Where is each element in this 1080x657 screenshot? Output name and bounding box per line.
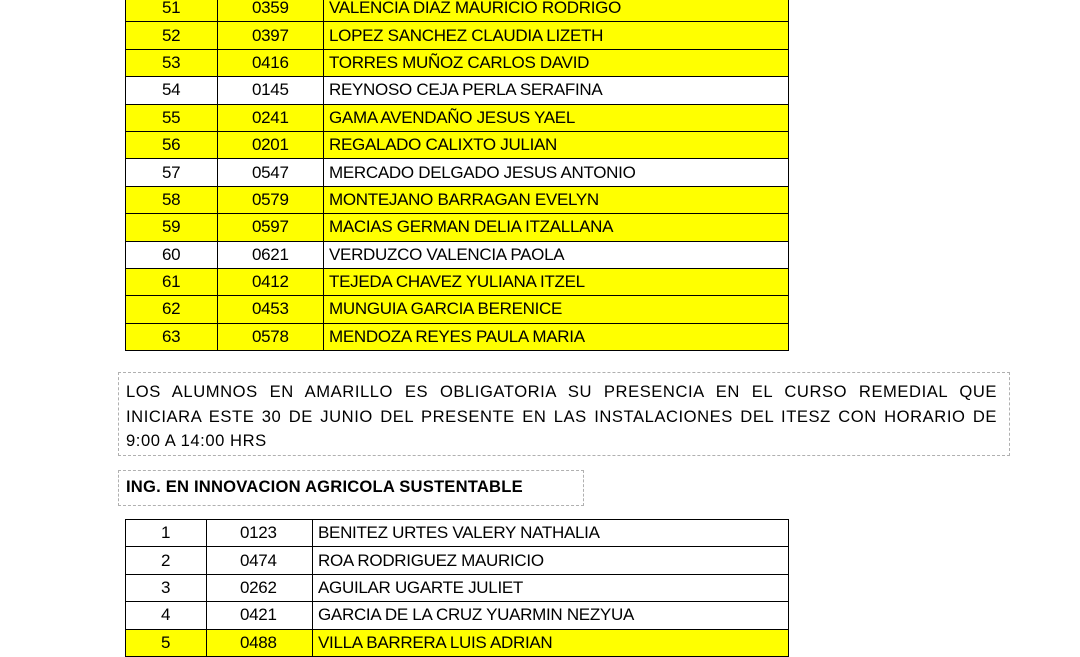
- table-row: [126, 186, 789, 213]
- table-row: [126, 547, 789, 574]
- student-name: GAMA AVENDAÑO JESUS YAEL: [324, 104, 789, 131]
- student-code: 0453: [218, 296, 324, 323]
- row-number: 55: [126, 104, 218, 131]
- student-name: MUNGUIA GARCIA BERENICE: [324, 296, 789, 323]
- row-number: 1: [126, 520, 207, 547]
- student-name: GARCIA DE LA CRUZ YUARMIN NEZYUA: [313, 602, 789, 629]
- table-row: [126, 602, 789, 629]
- table-row: [126, 22, 789, 49]
- student-name: AGUILAR UGARTE JULIET: [313, 574, 789, 601]
- table-row: [126, 0, 789, 22]
- student-code: 0421: [207, 602, 313, 629]
- student-name: REYNOSO CEJA PERLA SERAFINA: [324, 77, 789, 104]
- remedial-course-notice: LOS ALUMNOS EN AMARILLO ES OBLIGATORIA SU PRESENCIA EN EL CURSO REMEDIAL QUE INICIARA ESTE 30 DE JUNIO DEL PRESENTE EN LAS INSTALACIONES DEL ITESZ CON HORARIO DE 9:00 A 14:00 HRS: [118, 372, 1010, 456]
- student-code: 0145: [218, 77, 324, 104]
- student-name: VILLA BARRERA LUIS ADRIAN: [313, 629, 789, 656]
- table-row: [126, 629, 789, 656]
- table-row: [126, 241, 789, 268]
- table-row: [126, 268, 789, 295]
- student-name: MACIAS GERMAN DELIA ITZALLANA: [324, 214, 789, 241]
- student-name: TEJEDA CHAVEZ YULIANA ITZEL: [324, 268, 789, 295]
- student-table-previous-career: [125, 0, 789, 351]
- table-row: [126, 214, 789, 241]
- row-number: 3: [126, 574, 207, 601]
- table-row: [126, 159, 789, 186]
- student-code: 0488: [207, 629, 313, 656]
- student-code: 0359: [218, 0, 324, 22]
- student-code: 0262: [207, 574, 313, 601]
- row-number: 63: [126, 323, 218, 350]
- row-number: 62: [126, 296, 218, 323]
- row-number: 60: [126, 241, 218, 268]
- row-number: 2: [126, 547, 207, 574]
- table-body: [126, 520, 789, 657]
- student-name: REGALADO CALIXTO JULIAN: [324, 131, 789, 158]
- student-table-agricultural-innovation: [125, 519, 789, 657]
- student-name: TORRES MUÑOZ CARLOS DAVID: [324, 49, 789, 76]
- table-row: [126, 296, 789, 323]
- row-number: 52: [126, 22, 218, 49]
- career-heading: ING. EN INNOVACION AGRICOLA SUSTENTABLE: [118, 470, 584, 506]
- row-number: 53: [126, 49, 218, 76]
- student-name: VALENCIA DIAZ MAURICIO RODRIGO: [324, 0, 789, 22]
- table-row: [126, 104, 789, 131]
- row-number: 61: [126, 268, 218, 295]
- student-code: 0474: [207, 547, 313, 574]
- student-code: 0579: [218, 186, 324, 213]
- table-row: [126, 131, 789, 158]
- row-number: 4: [126, 602, 207, 629]
- table-row: [126, 49, 789, 76]
- row-number: 5: [126, 629, 207, 656]
- student-code: 0397: [218, 22, 324, 49]
- row-number: 56: [126, 131, 218, 158]
- table-row: [126, 323, 789, 350]
- table-row: [126, 574, 789, 601]
- student-code: 0578: [218, 323, 324, 350]
- student-name: BENITEZ URTES VALERY NATHALIA: [313, 520, 789, 547]
- student-code: 0547: [218, 159, 324, 186]
- table-row: [126, 520, 789, 547]
- student-name: MENDOZA REYES PAULA MARIA: [324, 323, 789, 350]
- student-code: 0241: [218, 104, 324, 131]
- student-name: MONTEJANO BARRAGAN EVELYN: [324, 186, 789, 213]
- student-code: 0412: [218, 268, 324, 295]
- table-row: [126, 77, 789, 104]
- table-body: [126, 0, 789, 351]
- student-code: 0123: [207, 520, 313, 547]
- student-name: ROA RODRIGUEZ MAURICIO: [313, 547, 789, 574]
- student-name: VERDUZCO VALENCIA PAOLA: [324, 241, 789, 268]
- student-code: 0597: [218, 214, 324, 241]
- student-name: MERCADO DELGADO JESUS ANTONIO: [324, 159, 789, 186]
- student-name: LOPEZ SANCHEZ CLAUDIA LIZETH: [324, 22, 789, 49]
- row-number: 58: [126, 186, 218, 213]
- row-number: 51: [126, 0, 218, 22]
- student-code: 0201: [218, 131, 324, 158]
- row-number: 59: [126, 214, 218, 241]
- row-number: 57: [126, 159, 218, 186]
- row-number: 54: [126, 77, 218, 104]
- student-code: 0416: [218, 49, 324, 76]
- student-code: 0621: [218, 241, 324, 268]
